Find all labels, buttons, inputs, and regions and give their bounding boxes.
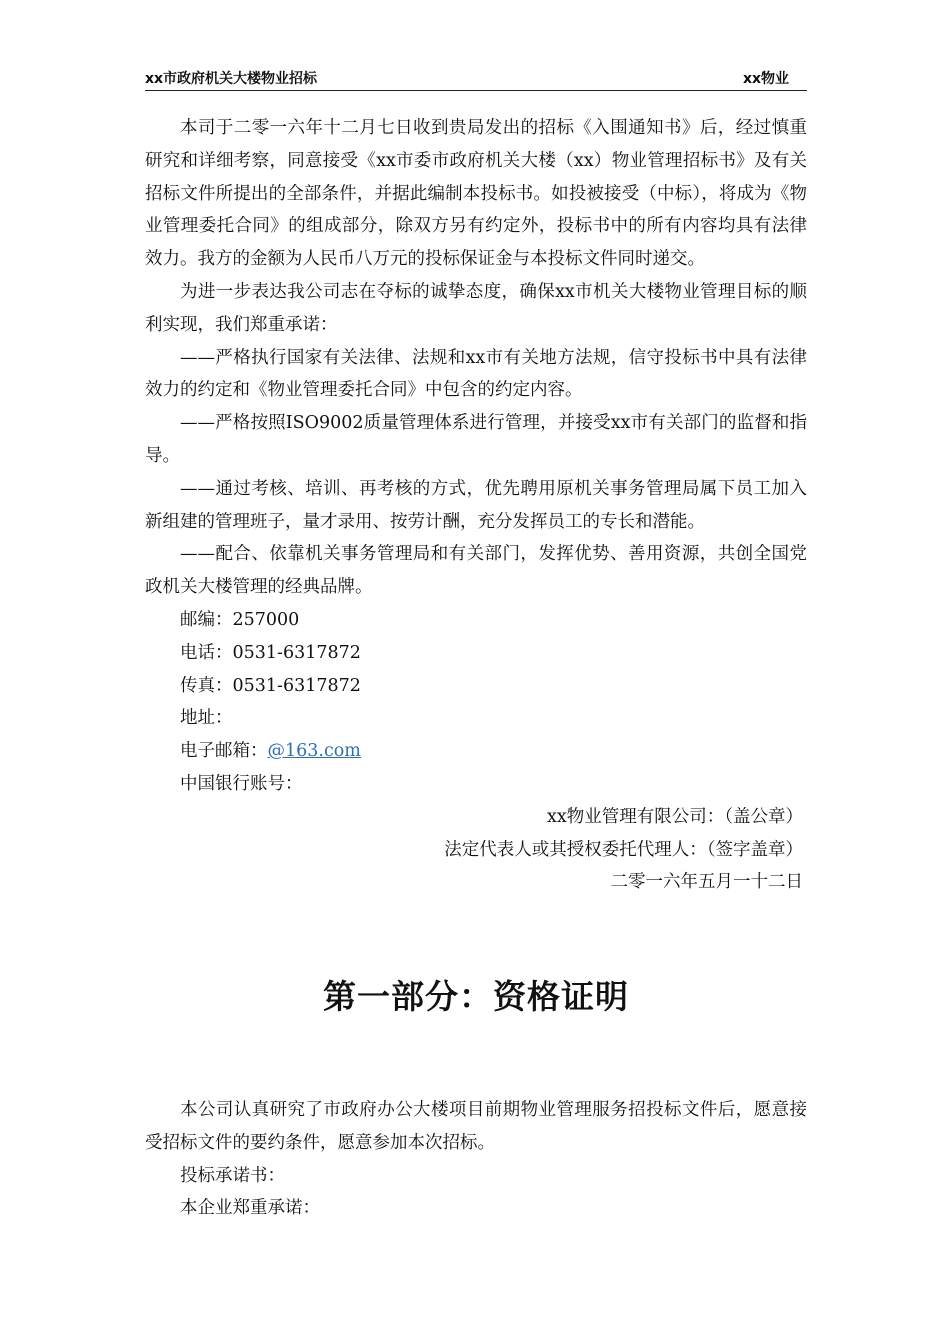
email-link[interactable]: @163.com	[267, 741, 361, 762]
signature-block	[145, 801, 807, 899]
section-paragraph: 本企业郑重承诺：	[180, 1198, 320, 1219]
address: 地址：	[180, 708, 233, 729]
signature-date: 二零一六年五月一十二日	[610, 872, 803, 893]
contact-info	[145, 604, 807, 801]
commitment-item: ——配合、依靠机关事务管理局和有关部门，发挥优势、善用资源，共创全国党政机关大楼管理的经典品牌。	[145, 544, 807, 598]
signature-representative: 法定代表人或其授权委托代理人：（签字盖章）	[444, 839, 803, 860]
section-title: 第一部分：资格证明	[323, 977, 629, 1016]
header-title: xx市政府机关大楼物业招标	[145, 71, 318, 87]
commitment-item: ——严格按照ISO9002质量管理体系进行管理，并接受xx市有关部门的监督和指导。	[145, 413, 807, 466]
email-label: 电子邮箱：	[180, 741, 268, 762]
email	[145, 735, 807, 768]
commitment-item: ——严格执行国家有关法律、法规和xx市有关地方法规，信守投标书中具有法律效力的约定和《物业管理委托合同》中包含的约定内容。	[145, 347, 807, 401]
bid-letter	[145, 112, 807, 899]
commitment-item: ——通过考核、培训、再考核的方式，优先聘用原机关事务管理局属下员工加入新组建的管理班子，量才录用、按劳计酬，充分发挥员工的专长和潜能。	[145, 478, 807, 532]
postcode: 邮编：257000	[180, 609, 300, 630]
letter-paragraph: 为进一步表达我公司志在夺标的诚挚态度，确保xx市机关大楼物业管理目标的顺利实现，我们郑重承诺：	[145, 281, 807, 335]
bank-account: 中国银行账号：	[180, 773, 303, 794]
page-header	[145, 68, 807, 91]
section-paragraph: 本公司认真研究了市政府办公大楼项目前期物业管理服务招投标文件后，愿意接受招标文件的要约条件，愿意参加本次招标。	[145, 1100, 807, 1153]
signature-company: xx物业管理有限公司：（盖公章）	[547, 806, 803, 827]
header-company: xx物业	[742, 71, 789, 87]
section-body	[145, 1094, 807, 1225]
phone: 电话：0531-6317872	[180, 642, 361, 663]
fax: 传真：0531-6317872	[180, 675, 361, 696]
letter-paragraph: 本司于二零一六年十二月七日收到贵局发出的招标《入围通知书》后，经过慎重研究和详细考察，同意接受《xx市委市政府机关大楼（xx）物业管理招标书》及有关招标文件所提出的全部条件，并据此编制本投标书。如投被接受（中标），将成为《物业管理委托合同》的组成部分，除双方另有约定外，投标书中的所有内容均具有法律效力。我方的金额为人民币八万元的投标保证金与本投标文件同时递交。	[145, 118, 807, 270]
section-paragraph: 投标承诺书：	[180, 1165, 285, 1186]
